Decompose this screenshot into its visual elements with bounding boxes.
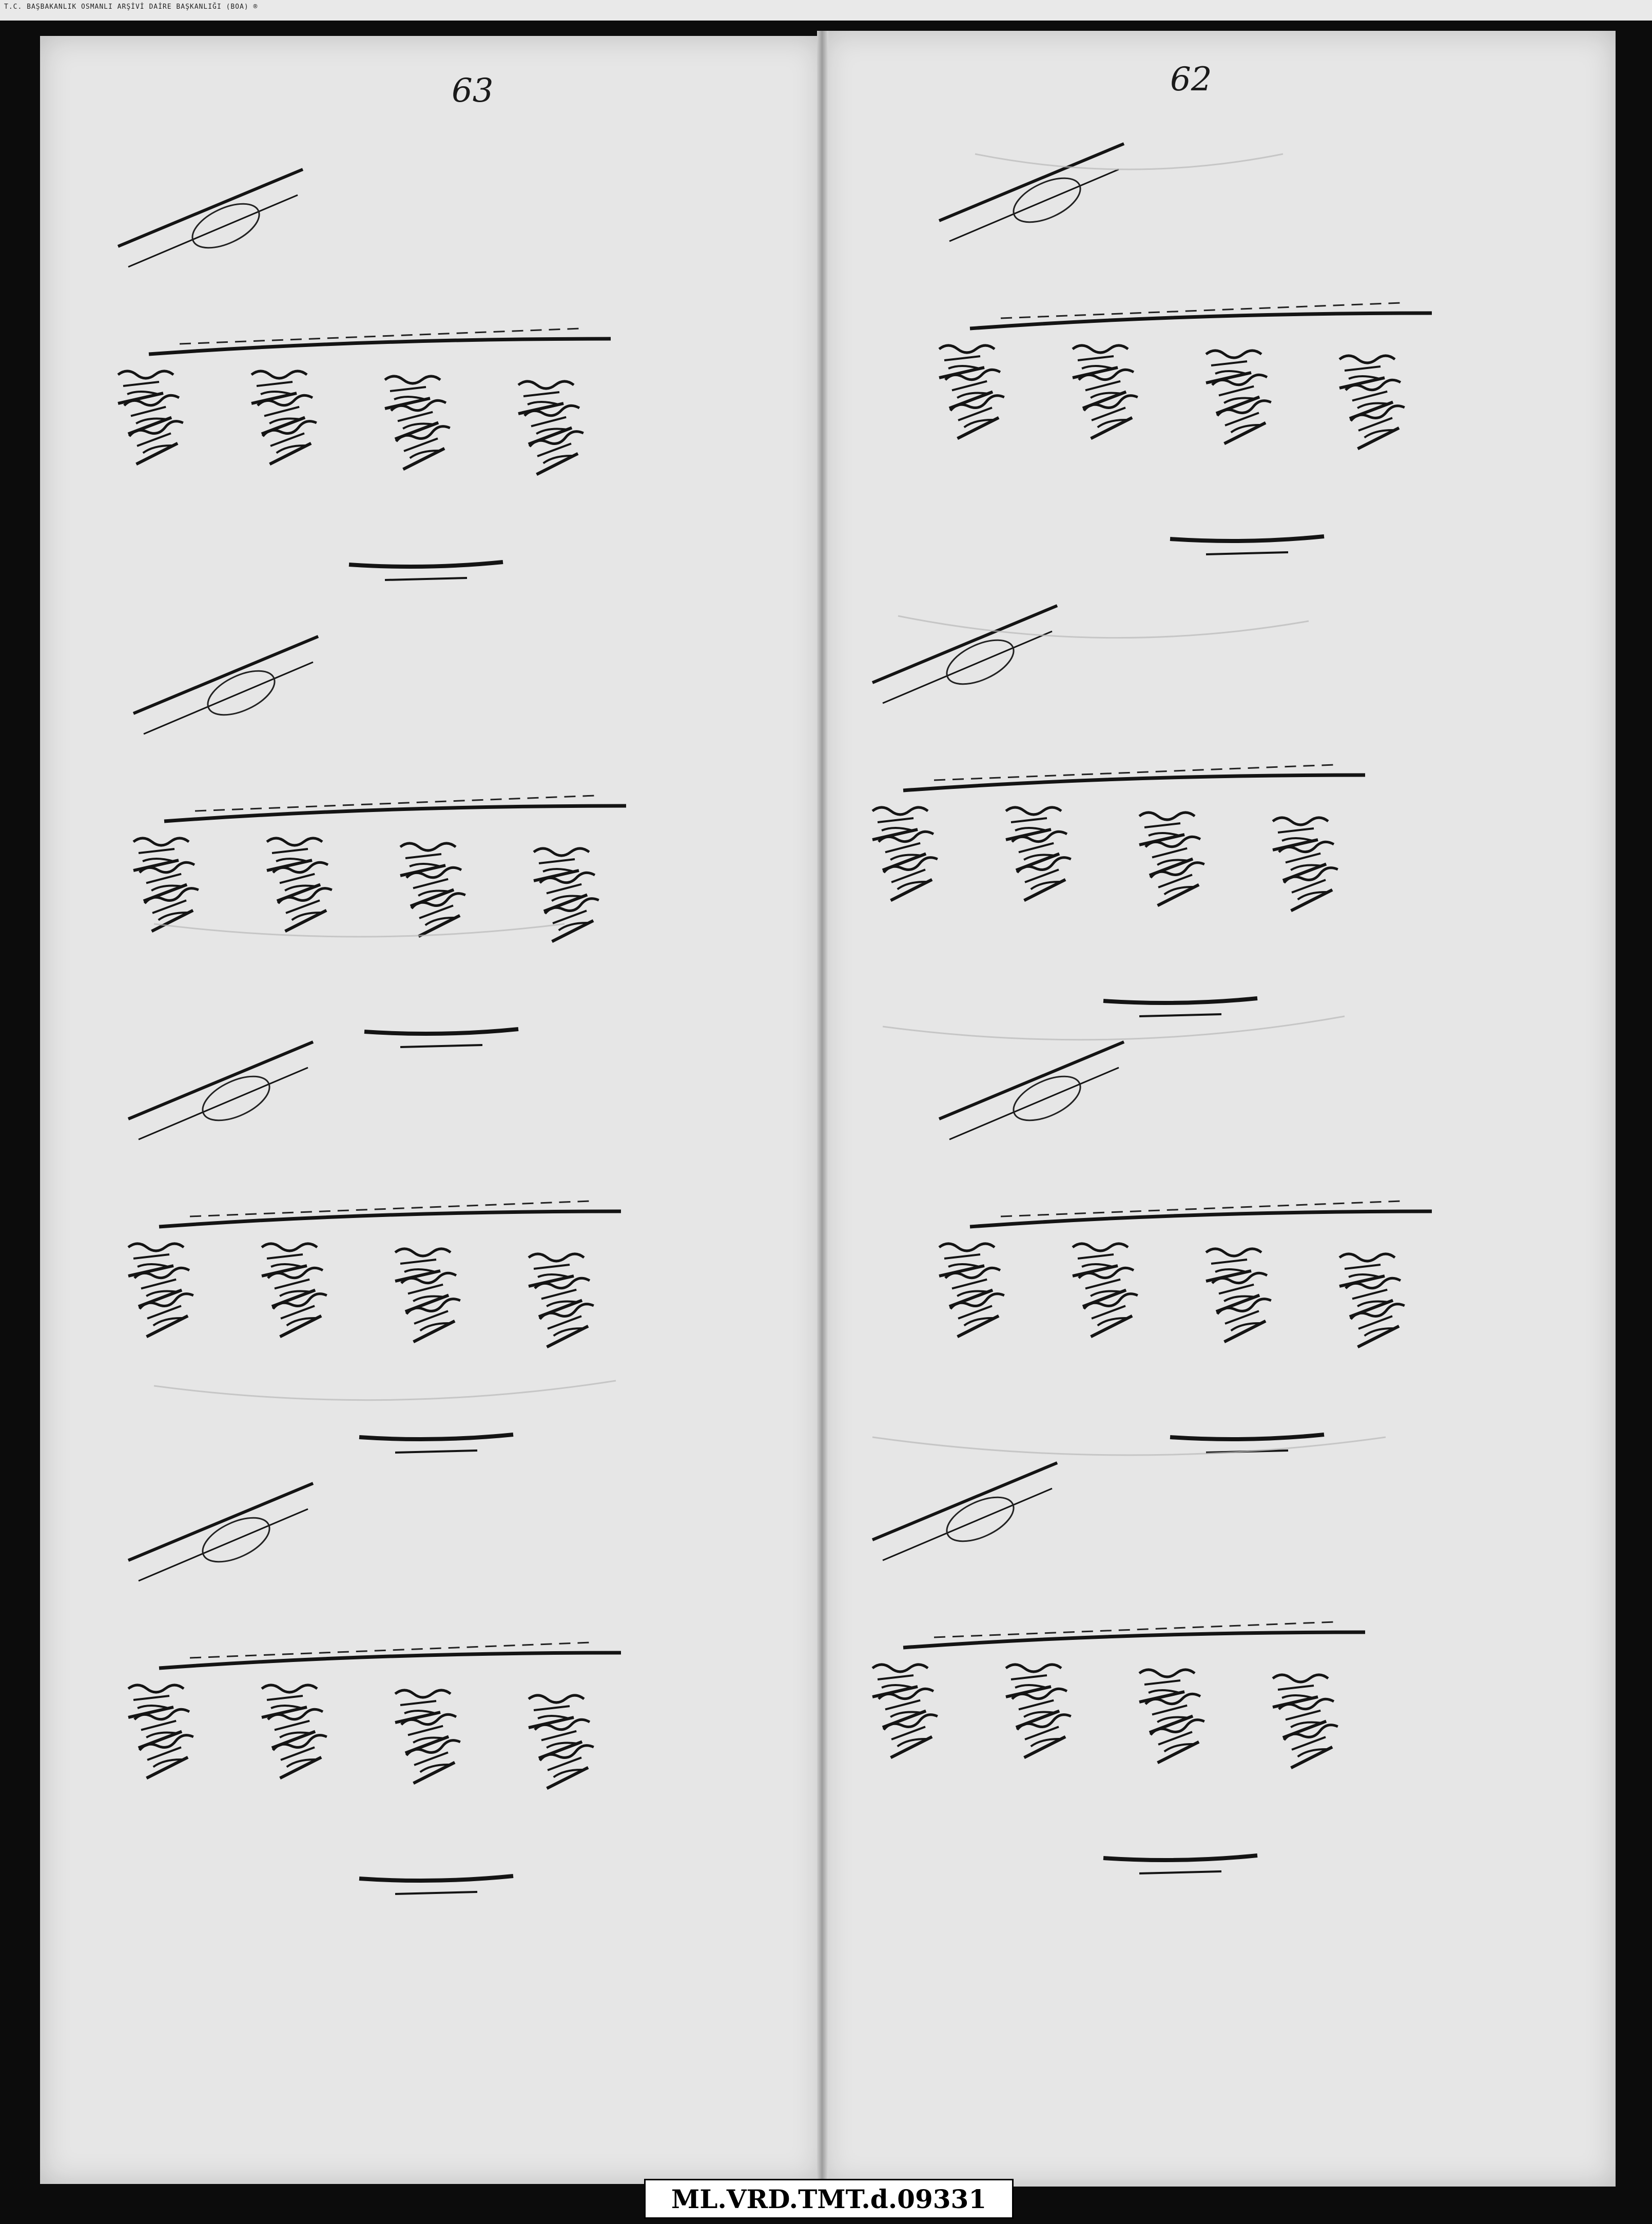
left-page-number: 63: [452, 72, 494, 110]
right-page-number: 62: [1170, 61, 1212, 99]
archive-header: T.C. BAŞBAKANLIK OSMANLI ARŞİVİ DAİRE BAŞKANLIĞI (BOA) ®: [4, 3, 258, 11]
archive-reference-label: ML.VRD.TMT.d.09331: [644, 2179, 1014, 2219]
